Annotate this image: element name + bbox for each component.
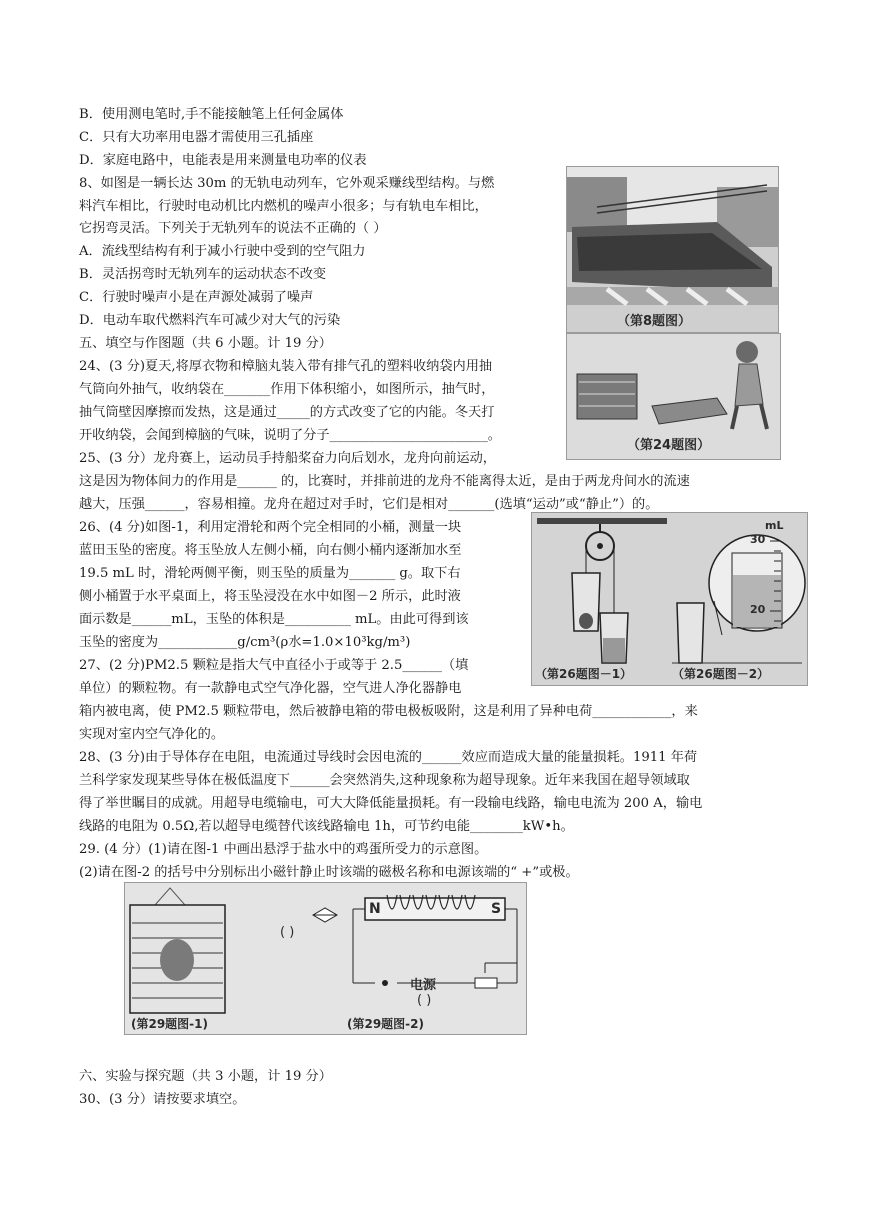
text-line: 这是因为物体间力的作用是______ 的，比赛时，并排前进的龙舟不能离得太近，是由于两龙舟间水的流速 xyxy=(79,474,690,489)
text-line: 抽气筒壁因摩擦而发热，这是通过_____的方式改变了它的内能。冬天打 xyxy=(79,405,495,420)
figure-24-caption: （第24题图） xyxy=(627,438,711,453)
question-8-text: 8、如图是一辆长达 30m 的无轨电动列车，它外观采赚线型结构。与燃 xyxy=(79,176,495,191)
question-28-text: 28、(3 分)由于导体存在电阻，电流通过导线时会因电流的______效应而造成大量的能量损耗。1911 年荷 xyxy=(79,750,698,765)
text-line: 气筒向外抽气，收纳袋在_______作用下体积缩小，如图所示，抽气时， xyxy=(79,382,495,397)
text-line: 单位）的颗粒物。有一款静电式空气净化器，空气进人净化器静电 xyxy=(79,681,462,696)
text-line: 越大，压强______，容易相撞。龙舟在超过对手时，它们是相对_______(选填“运动”或“静止”）的。 xyxy=(79,497,659,512)
question-26-text: 26、(4 分)如图-1，利用定滑轮和两个完全相同的小桶，测量一块 xyxy=(79,520,462,535)
section-heading: 六、实验与探究题（共 3 小题，计 19 分） xyxy=(79,1069,332,1084)
text-line: 料汽车相比，行驶时电动机比内燃机的噪声小很多；与有轨电车相比， xyxy=(79,199,488,214)
cylinder-unit-label: mL xyxy=(765,519,784,532)
text-line: 开收纳袋，会闻到樟脑的气味，说明了分子________________________。 xyxy=(79,428,501,443)
figure-26-2-caption: （第26题图－2） xyxy=(672,667,770,681)
option-c: C．行驶时噪声小是在声源处减弱了噪声 xyxy=(79,290,314,305)
text-line: B．使用测电笔时,手不能接触笔上任何金属体 xyxy=(79,107,344,122)
question-30-text: 30、(3 分）请按要求填空。 xyxy=(79,1092,246,1107)
compass-paren: ( ) xyxy=(280,925,295,940)
cylinder-mark-20: 20 xyxy=(750,603,766,616)
text-line: 兰科学家发现某些导体在极低温度下______会突然消失,这种现象称为超导现象。近年来我国在超导领域取 xyxy=(79,773,690,788)
figure-26-1-caption: （第26题图－1） xyxy=(535,667,633,681)
text-line: 19.5 mL 时，滑轮两侧平衡，则玉坠的质量为_______ g。取下右 xyxy=(79,566,461,581)
figure-29-diagram xyxy=(124,882,527,1035)
bus-illustration xyxy=(567,167,778,332)
text-line: 它拐弯灵活。下列关于无轨列车的说法不正确的（ ） xyxy=(79,221,387,236)
option-b: B．灵活拐弯时无轨列车的运动状态不改变 xyxy=(79,267,327,282)
question-24-text: 24、(3 分)夏天,将厚衣物和樟脑丸装入带有排气孔的塑料收纳袋内用抽 xyxy=(79,359,493,374)
text-line: 玉坠的密度为____________g/cm³(ρ水=1.0×10³kg/m³) xyxy=(79,635,411,650)
section-heading: 五、填空与作图题（共 6 小题。计 19 分） xyxy=(79,336,332,351)
text-line: 面示数是______mL，玉坠的体积是__________ mL。由此可得到该 xyxy=(79,612,469,627)
figure-26-diagram xyxy=(531,512,808,686)
text-line: 蓝田玉坠的密度。将玉坠放人左侧小桶，向右侧小桶内逐渐加水至 xyxy=(79,543,462,558)
power-source-label: 电源 xyxy=(410,978,437,993)
text-line: (2)请在图-2 的括号中分别标出小磁针静止时该端的磁极名称和电源该端的“ +”或极。 xyxy=(79,865,579,880)
cylinder-mark-30: 30 xyxy=(750,533,766,546)
question-25-text: 25、(3 分）龙舟赛上，运动员手持船桨奋力向后划水，龙舟向前运动， xyxy=(79,451,496,466)
pulley-cylinder-illustration xyxy=(532,513,807,685)
question-29-text: 29. (4 分）(1)请在图-1 中画出悬浮于盐水中的鸡蛋所受力的示意图。 xyxy=(79,842,488,857)
text-line: D．家庭电路中，电能表是用来测量电功率的仪表 xyxy=(79,153,367,168)
text-line: 实现对室内空气净化的。 xyxy=(79,727,225,742)
option-a: A．流线型结构有利于减小行驶中受到的空气阻力 xyxy=(79,244,366,259)
figure-29-1-caption: (第29题图-1) xyxy=(131,1017,208,1031)
text-line: 箱内被电离，使 PM2.5 颗粒带电，然后被静电箱的带电极板吸附，这是利用了异种电荷____________，来 xyxy=(79,704,698,719)
question-27-text: 27、(2 分)PM2.5 颗粒是指大气中直径小于或等于 2.5______（填 xyxy=(79,658,469,673)
figure-8-photo xyxy=(566,166,779,333)
figure-24-photo xyxy=(566,333,781,460)
south-pole-label: S xyxy=(491,901,502,917)
text-line: 侧小桶置于水平桌面上，将玉坠浸没在水中如图－2 所示，此时液 xyxy=(79,589,461,604)
text-line: C．只有大功率用电器才需使用三孔插座 xyxy=(79,130,314,145)
option-d: D．电动车取代燃料汽车可减少对大气的污染 xyxy=(79,313,341,328)
text-line: 线路的电阻为 0.5Ω,若以超导电缆替代该线路输电 1h，可节约电能________kW•h。 xyxy=(79,819,574,834)
power-paren: ( ) xyxy=(417,993,432,1008)
text-line: 得了举世瞩目的成就。用超导电缆输电，可大大降低能量损耗。有一段输电线路，输电电流为 200 A，输电 xyxy=(79,796,703,811)
north-pole-label: N xyxy=(369,901,381,917)
egg-electromagnet-illustration xyxy=(125,883,526,1034)
figure-8-caption: （第8题图） xyxy=(617,314,692,329)
figure-29-2-caption: (第29题图-2) xyxy=(347,1017,424,1031)
